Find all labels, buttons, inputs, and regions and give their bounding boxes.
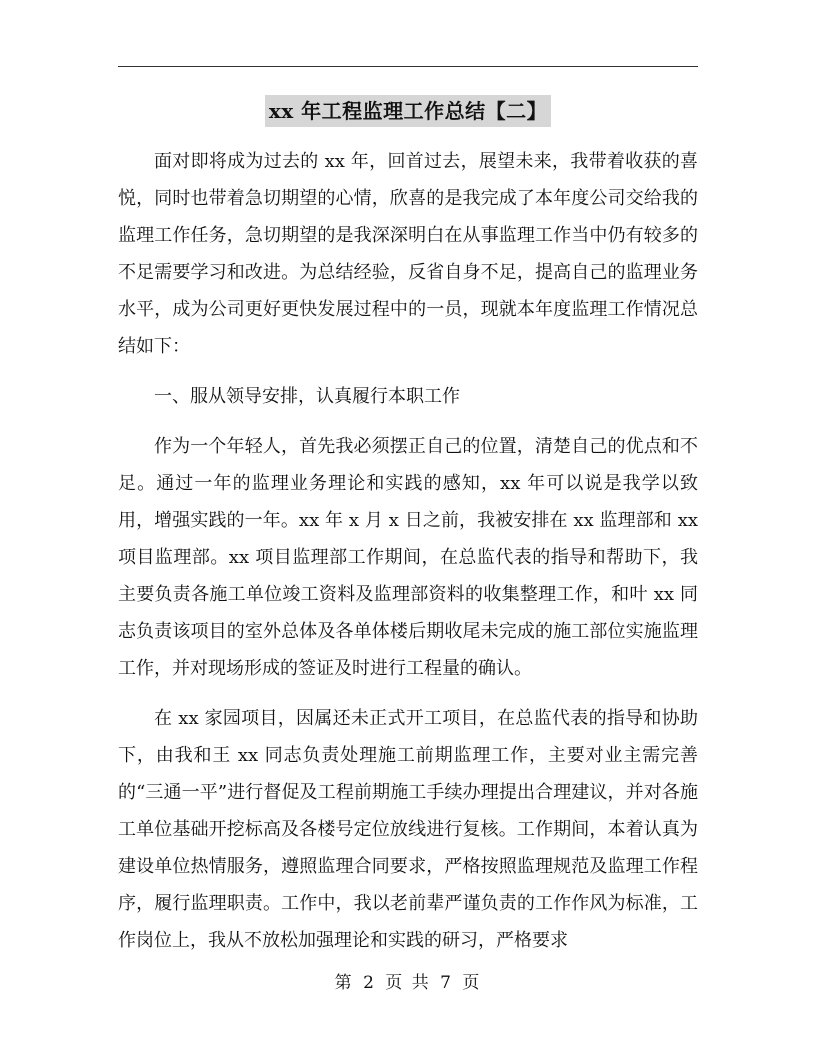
paragraph-body-1: 作为一个年轻人，首先我必须摆正自己的位置，清楚自己的优点和不足。通过一年的监理业务理论和实践的感知，xx 年可以说是我学以致用，增强实践的一年。xx 年 x 月 x 日之前，我被安排在 xx 监理部和 xx 项目监理部。xx 项目监理部工作期间，在总监代表的指导和帮助下，我主要负责各施工单位竣工资料及监理部资料的收集整理工作，和叶 xx 同志负责该项目的室外总体及各单体楼后期收尾未完成的施工部位实施监理工作，并对现场形成的签证及时进行工程量的确认。 [118,436,698,679]
footer-prefix: 第 [334,973,354,993]
header-rule [118,66,698,67]
document-title: xx 年工程监理工作总结【二】 [265,95,551,127]
footer-page-number: 2 [363,973,376,993]
footer-total-pages: 7 [440,973,453,993]
paragraph-intro: 面对即将成为过去的 xx 年，回首过去，展望未来，我带着收获的喜悦，同时也带着急切期望的心情，欣喜的是我完成了本年度公司交给我的监理工作任务，急切期望的是我深深明白在从事监理工作当中仍有较多的不足需要学习和改进。为总结经验，反省自身不足，提高自己的监理业务水平，成为公司更好更快发展过程中的一员，现就本年度监理工作情况总结如下： [118,151,698,357]
footer-middle: 页 共 [385,973,431,993]
footer-suffix: 页 [462,973,482,993]
section-heading: 一、服从领导安排，认真履行本职工作 [154,386,460,407]
paragraph-body-2: 在 xx 家园项目，因属还未正式开工项目，在总监代表的指导和协助下，由我和王 xx 同志负责处理施工前期监理工作，主要对业主需完善的“三通一平”进行督促及工程前期施工手续办理提出合理建议，并对各施工单位基础开挖标高及各楼号定位放线进行复核。工作期间，本着认真为建设单位热情服务，遵照监理合同要求，严格按照监理规范及监理工作程序，履行监理职责。工作中，我以老前辈严谨负责的工作作风为标准，工作岗位上，我从不放松加强理论和实践的研习，严格要求 [118,708,698,951]
document-body [118,143,698,959]
page-footer [0,968,816,993]
title-container [0,95,816,127]
